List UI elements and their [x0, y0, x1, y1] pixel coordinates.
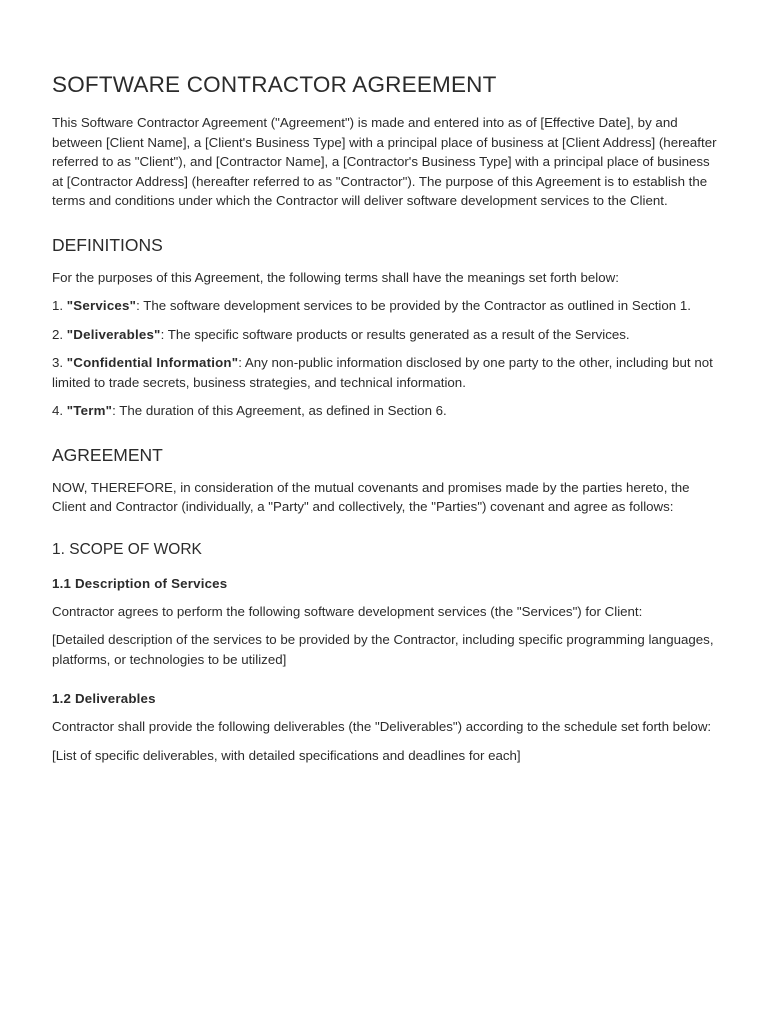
definition-item [52, 401, 722, 421]
definition-term: "Confidential Information" [66, 355, 239, 370]
deliverables-heading: 1.2 Deliverables [52, 691, 156, 706]
definition-item [52, 296, 722, 316]
document-page [52, 70, 722, 765]
agreement-paragraph: NOW, THEREFORE, in consideration of the mutual covenants and promises made by the parties hereto, the Client and Contractor (individually, a "Party" and collectively, the "Parties") covenant and agree as follows: [52, 479, 690, 514]
document-title: SOFTWARE CONTRACTOR AGREEMENT [52, 72, 497, 97]
deliverables-paragraph: Contractor shall provide the following deliverables (the "Deliverables") according to the schedule set forth below: [52, 719, 712, 734]
definition-term: "Services" [66, 298, 137, 313]
definition-item [52, 325, 722, 345]
deliverables-placeholder: [List of specific deliverables, with detailed specifications and deadlines for each] [52, 747, 521, 763]
definition-number: 3. [52, 355, 67, 370]
definition-term: "Term" [66, 403, 113, 418]
definition-number: 4. [52, 403, 67, 418]
definitions-heading: DEFINITIONS [52, 234, 163, 255]
description-paragraph: Contractor agrees to perform the following software development services (the "Services") for Client: [52, 603, 643, 619]
definition-number: 2. [52, 326, 67, 342]
definitions-lead: For the purposes of this Agreement, the following terms shall have the meanings set forth below: [52, 269, 619, 285]
definition-item [52, 353, 722, 392]
definition-text: : Any non-public information disclosed by one party to the other, including but not limited to trade secrets, business strategies, and technical information. [52, 355, 713, 390]
scope-heading: 1. SCOPE OF WORK [52, 540, 202, 558]
definition-text: : The specific software products or results generated as a result of the Services. [160, 326, 630, 342]
definition-number: 1. [52, 298, 67, 313]
definition-text: : The duration of this Agreement, as defined in Section 6. [112, 403, 447, 418]
agreement-heading: AGREEMENT [52, 444, 163, 465]
description-placeholder: [Detailed description of the services to be provided by the Contractor, including specific programming languages, platforms, or technologies to be utilized] [52, 632, 714, 667]
description-heading: 1.1 Description of Services [52, 575, 228, 591]
intro-paragraph: This Software Contractor Agreement ("Agreement") is made and entered into as of [Effective Date], by and between [Client Name], a [Client's Business Type] with a principal place of business at [Client Address] (hereafter referred to as "Client"), and [Contractor Name], a [Contractor's Business Type] with a principal place of business at [Contractor Address] (hereafter referred to as "Contractor"). The purpose of this Agreement is to establish the terms and conditions under which the Contractor will deliver software development services to the Client. [52, 115, 717, 208]
definition-term: "Deliverables" [66, 326, 161, 342]
definition-text: : The software development services to be provided by the Contractor as outlined in Section 1. [136, 298, 691, 313]
